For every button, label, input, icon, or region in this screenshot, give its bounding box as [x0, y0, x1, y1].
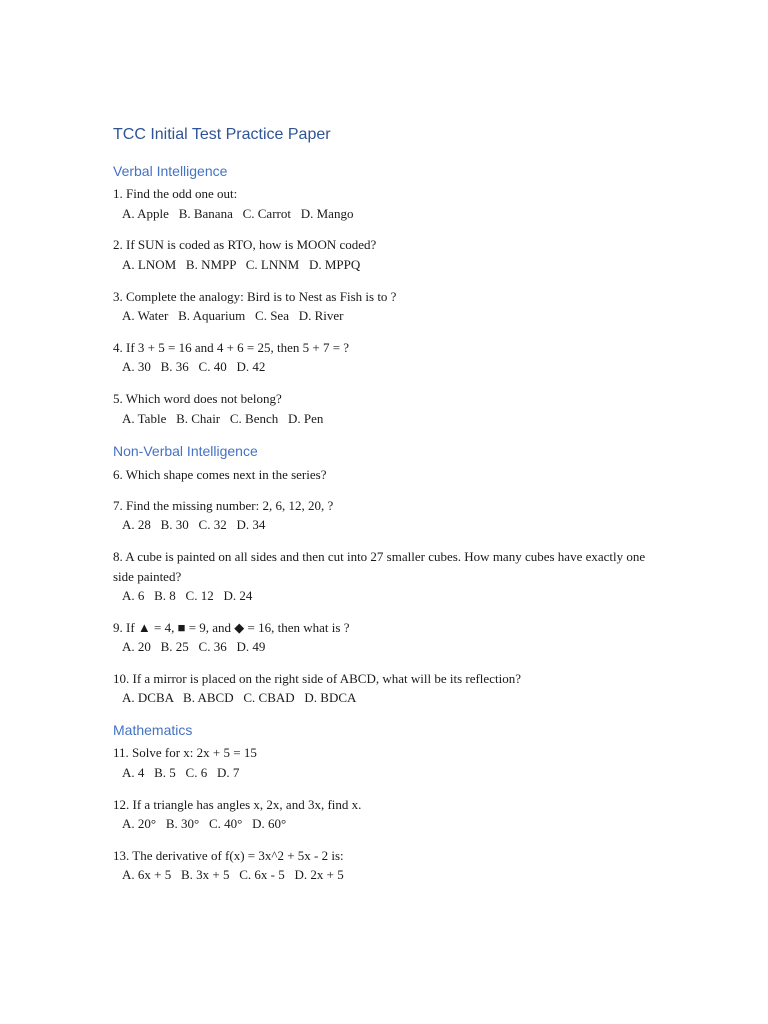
section-heading-non-verbal: Non-Verbal Intelligence [113, 443, 258, 459]
question-options: A. 30 B. 36 C. 40 D. 42 [122, 359, 266, 374]
question-text: 11. Solve for x: 2x + 5 = 15 [113, 745, 257, 760]
question-text: 6. Which shape comes next in the series? [113, 467, 327, 482]
question-options: A. 20 B. 25 C. 36 D. 49 [122, 639, 266, 654]
question-options: A. 6 B. 8 C. 12 D. 24 [122, 588, 253, 603]
question-text: 1. Find the odd one out: [113, 186, 238, 201]
question-options: A. Apple B. Banana C. Carrot D. Mango [122, 206, 354, 221]
question-text: 4. If 3 + 5 = 16 and 4 + 6 = 25, then 5 + 7 = ? [113, 340, 350, 355]
question-text: 3. Complete the analogy: Bird is to Nest as Fish is to ? [113, 289, 397, 304]
question-text: 13. The derivative of f(x) = 3x^2 + 5x - 2 is: [113, 848, 344, 863]
question-options: A. DCBA B. ABCD C. CBAD D. BDCA [122, 690, 357, 705]
question-text: 2. If SUN is coded as RTO, how is MOON coded? [113, 237, 377, 252]
question-text: 7. Find the missing number: 2, 6, 12, 20, ? [113, 498, 334, 513]
question-text: 8. A cube is painted on all sides and then cut into 27 smaller cubes. How many cubes have exactly one side painted? [113, 549, 646, 584]
question-options: A. 4 B. 5 C. 6 D. 7 [122, 765, 240, 780]
section-heading-verbal: Verbal Intelligence [113, 163, 228, 179]
question-options: A. LNOM B. NMPP C. LNNM D. MPPQ [122, 257, 361, 272]
question-options: A. 6x + 5 B. 3x + 5 C. 6x - 5 D. 2x + 5 [122, 867, 344, 882]
question-text: 12. If a triangle has angles x, 2x, and 3x, find x. [113, 797, 362, 812]
question-text: 5. Which word does not belong? [113, 391, 282, 406]
question-text: 9. If ▲ = 4, ■ = 9, and ◆ = 16, then what is ? [113, 620, 350, 635]
question-options: A. 20° B. 30° C. 40° D. 60° [122, 816, 287, 831]
page-title: TCC Initial Test Practice Paper [113, 126, 331, 143]
question-options: A. 28 B. 30 C. 32 D. 34 [122, 517, 266, 532]
question-options: A. Table B. Chair C. Bench D. Pen [122, 411, 324, 426]
section-heading-mathematics: Mathematics [113, 722, 193, 738]
question-text: 10. If a mirror is placed on the right side of ABCD, what will be its reflection? [113, 671, 521, 686]
question-options: A. Water B. Aquarium C. Sea D. River [122, 308, 344, 323]
